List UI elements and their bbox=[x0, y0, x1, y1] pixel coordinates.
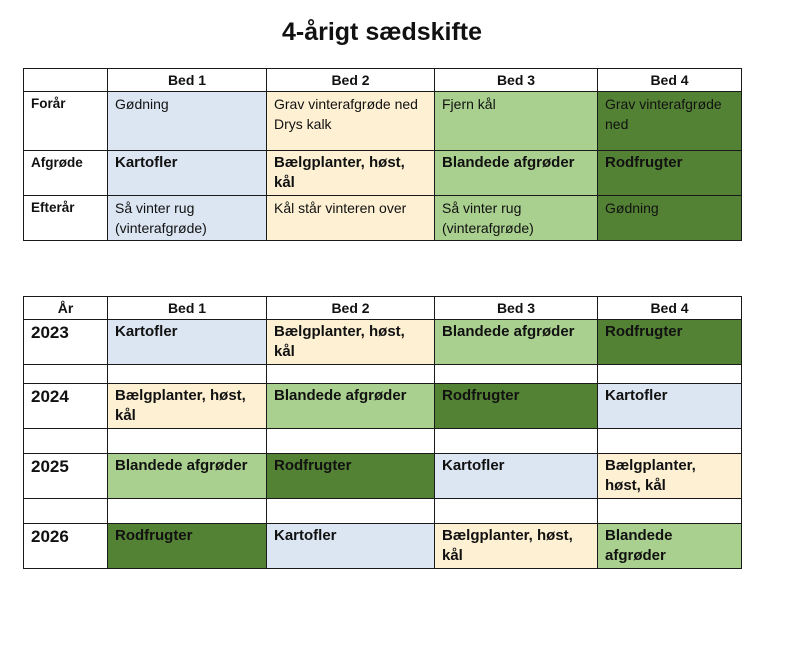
header-bed-2: Bed 2 bbox=[267, 297, 435, 320]
blank-cell bbox=[24, 499, 108, 524]
rotation-table-header bbox=[24, 297, 742, 320]
table-row-2024 bbox=[24, 384, 742, 429]
row-label: Afgrøde bbox=[24, 151, 108, 196]
cell-2023-bed-2: Bælgplanter, høst, kål bbox=[267, 320, 435, 365]
cell-2026-bed-4: Blandede afgrøder bbox=[598, 524, 742, 569]
cell-afgrode-bed-4: Rodfrugter bbox=[598, 151, 742, 196]
cell-line: Drys kalk bbox=[274, 116, 332, 132]
blank-cell bbox=[435, 499, 598, 524]
cell-2023-bed-1: Kartofler bbox=[108, 320, 267, 365]
cell-afgrode-bed-3: Blandede afgrøder bbox=[435, 151, 598, 196]
header-bed-3: Bed 3 bbox=[435, 69, 598, 92]
blank-cell bbox=[598, 499, 742, 524]
blank-cell bbox=[108, 365, 267, 384]
cell-forar-bed-1: Gødning bbox=[108, 92, 267, 151]
row-label: Efterår bbox=[24, 196, 108, 241]
blank-cell bbox=[598, 365, 742, 384]
cell-afgrode-bed-1: Kartofler bbox=[108, 151, 267, 196]
spacer-row bbox=[24, 365, 742, 384]
table-row-efterar bbox=[24, 196, 742, 241]
cell-2025-bed-1: Blandede afgrøder bbox=[108, 454, 267, 499]
year-label: 2024 bbox=[24, 384, 108, 429]
blank-cell bbox=[24, 429, 108, 454]
blank-cell bbox=[267, 429, 435, 454]
table-row-afgrode bbox=[24, 151, 742, 196]
table-row-forar bbox=[24, 92, 742, 151]
season-table-header bbox=[24, 69, 742, 92]
blank-cell bbox=[598, 429, 742, 454]
cell-efterar-bed-3: Så vinter rug (vinterafgrøde) bbox=[435, 196, 598, 241]
year-label: 2023 bbox=[24, 320, 108, 365]
header-year: År bbox=[24, 297, 108, 320]
cell-2024-bed-3: Rodfrugter bbox=[435, 384, 598, 429]
page-title: 4-årigt sædskifte bbox=[281, 18, 483, 46]
spacer-row bbox=[24, 429, 742, 454]
header-bed-1: Bed 1 bbox=[108, 297, 267, 320]
spacer-row bbox=[24, 499, 742, 524]
season-table bbox=[23, 68, 742, 241]
blank-cell bbox=[24, 365, 108, 384]
cell-2026-bed-3: Bælgplanter, høst, kål bbox=[435, 524, 598, 569]
cell-2025-bed-3: Kartofler bbox=[435, 454, 598, 499]
cell-2024-bed-2: Blandede afgrøder bbox=[267, 384, 435, 429]
header-bed-3: Bed 3 bbox=[435, 297, 598, 320]
header-bed-1: Bed 1 bbox=[108, 69, 267, 92]
header-bed-2: Bed 2 bbox=[267, 69, 435, 92]
cell-forar-bed-2 bbox=[267, 92, 435, 151]
blank-cell bbox=[435, 365, 598, 384]
cell-2024-bed-1: Bælgplanter, høst, kål bbox=[108, 384, 267, 429]
header-bed-4: Bed 4 bbox=[598, 297, 742, 320]
row-label: Forår bbox=[24, 92, 108, 151]
blank-cell bbox=[108, 499, 267, 524]
table-row-2025 bbox=[24, 454, 742, 499]
blank-cell bbox=[267, 365, 435, 384]
header-corner bbox=[24, 69, 108, 92]
year-label: 2025 bbox=[24, 454, 108, 499]
header-bed-4: Bed 4 bbox=[598, 69, 742, 92]
cell-2024-bed-4: Kartofler bbox=[598, 384, 742, 429]
year-label: 2026 bbox=[24, 524, 108, 569]
cell-efterar-bed-1: Så vinter rug (vinterafgrøde) bbox=[108, 196, 267, 241]
cell-afgrode-bed-2: Bælgplanter, høst, kål bbox=[267, 151, 435, 196]
rotation-table bbox=[23, 296, 742, 569]
blank-cell bbox=[267, 499, 435, 524]
cell-2025-bed-2: Rodfrugter bbox=[267, 454, 435, 499]
cell-efterar-bed-4: Gødning bbox=[598, 196, 742, 241]
cell-line: Grav vinterafgrøde ned bbox=[274, 96, 418, 112]
blank-cell bbox=[435, 429, 598, 454]
table-row-2026 bbox=[24, 524, 742, 569]
cell-forar-bed-3: Fjern kål bbox=[435, 92, 598, 151]
cell-2026-bed-1: Rodfrugter bbox=[108, 524, 267, 569]
table-row-2023 bbox=[24, 320, 742, 365]
cell-2023-bed-4: Rodfrugter bbox=[598, 320, 742, 365]
cell-2023-bed-3: Blandede afgrøder bbox=[435, 320, 598, 365]
cell-2026-bed-2: Kartofler bbox=[267, 524, 435, 569]
cell-2025-bed-4: Bælgplanter, høst, kål bbox=[598, 454, 742, 499]
cell-forar-bed-4: Grav vinterafgrøde ned bbox=[598, 92, 742, 151]
cell-efterar-bed-2: Kål står vinteren over bbox=[267, 196, 435, 241]
blank-cell bbox=[108, 429, 267, 454]
